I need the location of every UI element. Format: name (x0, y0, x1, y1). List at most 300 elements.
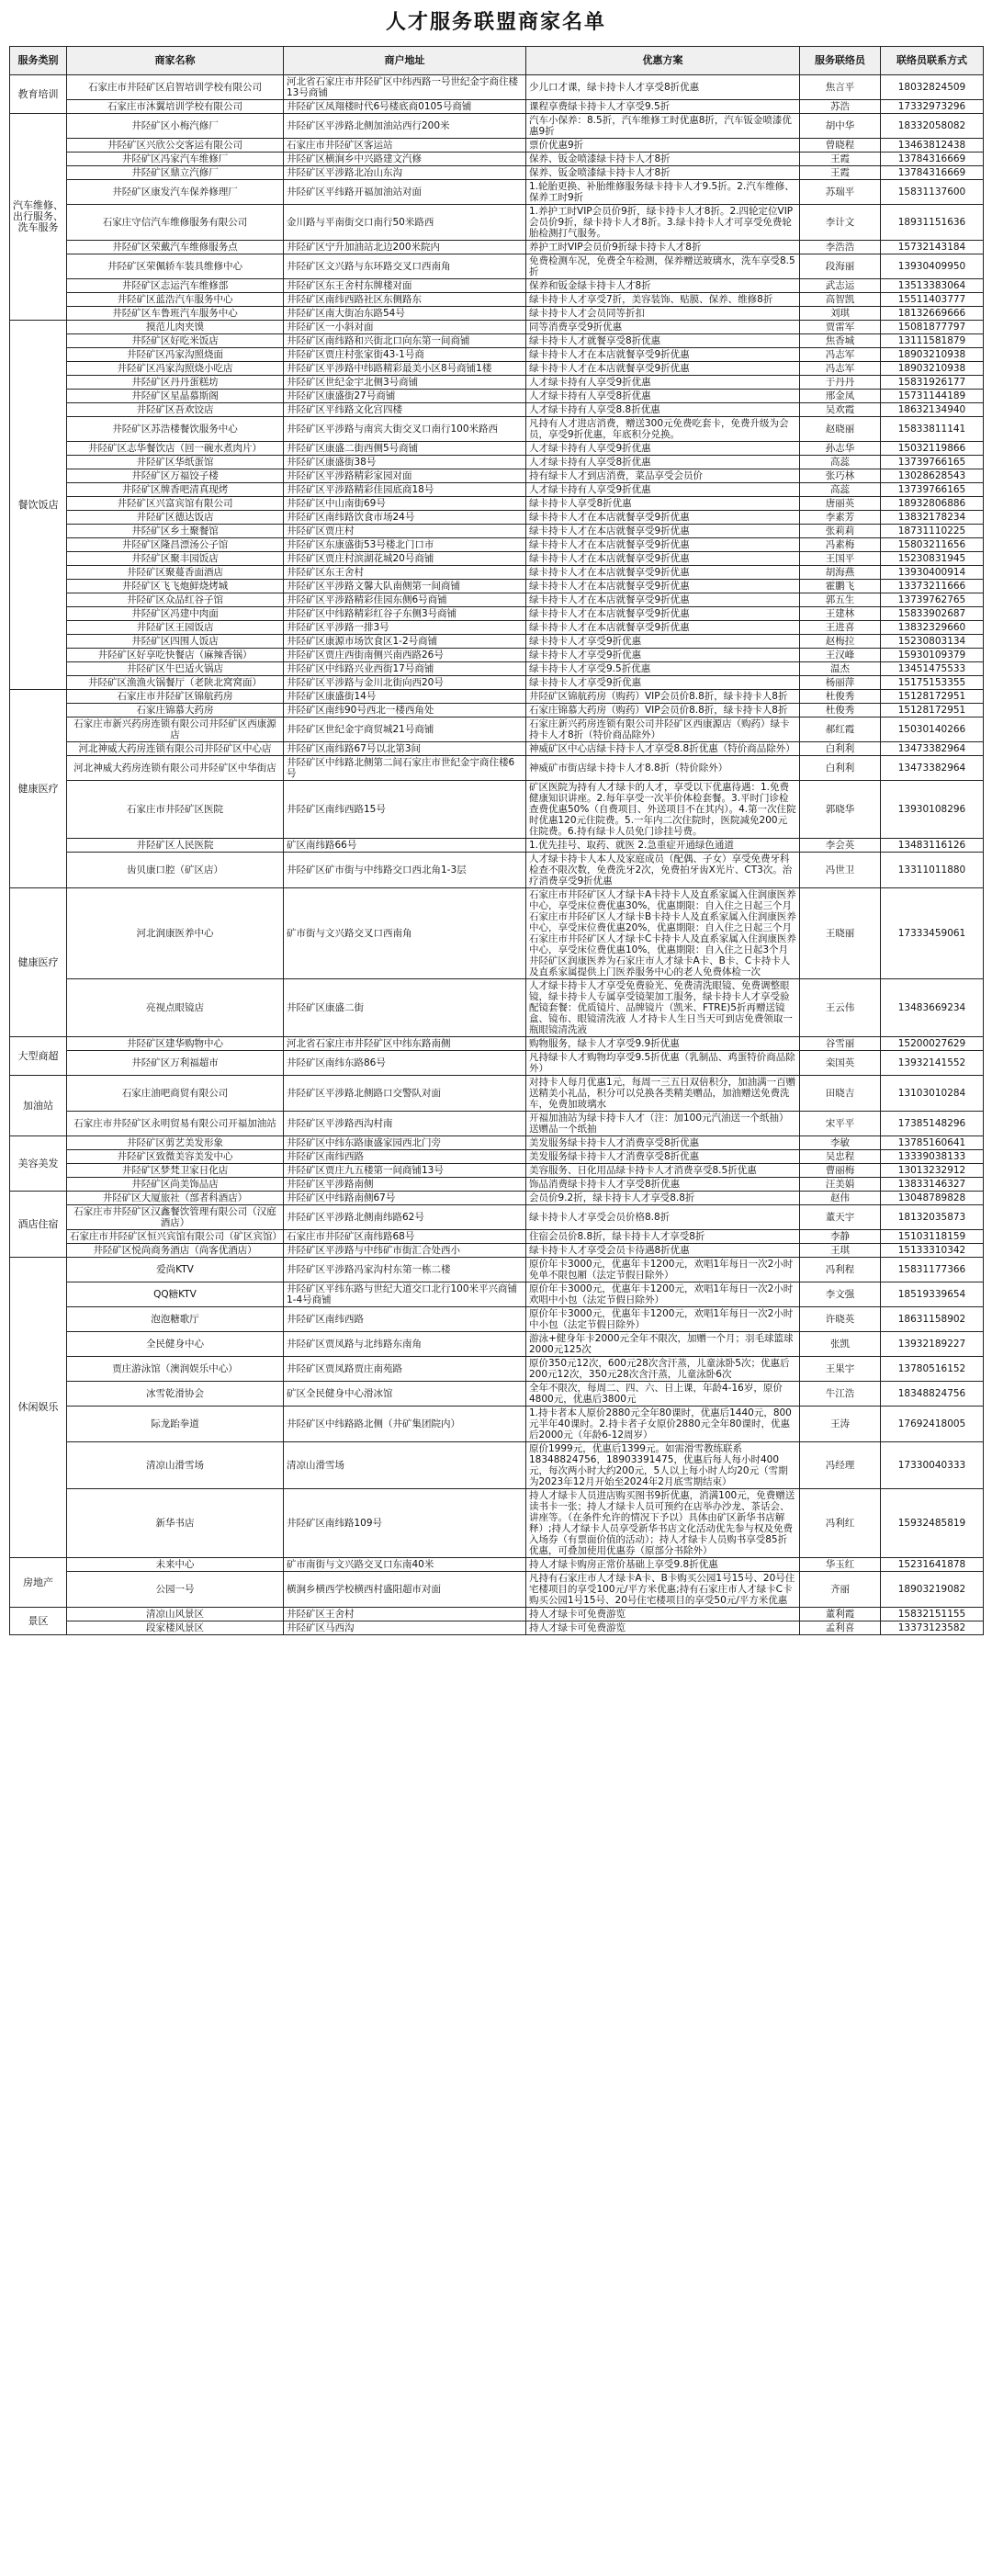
offer-cell: 绿卡持卡人才在本店就餐享受9折优惠 (526, 511, 800, 525)
contact-person-cell: 贾雷军 (800, 321, 881, 334)
offer-cell: 矿区医院为持有人才绿卡的人才，享受以下优惠待遇：1.免费健康知识讲座。2.每年享受一次半价体检套餐。3.平时门诊检查费优惠50%（自费项目、外送项目不在其内）。4.第一次住院时优惠120元住院费。5.一年内二次住院时，医院减免200元住院费。6.持有绿卡人员免门诊挂号费。 (526, 781, 800, 839)
offer-cell: 凡持有石家庄市人才绿卡A卡、B卡购买公园1号15号、20号住宅楼项目的享受100元/平方米优惠;持有石家庄市人才绿卡C卡购买公园1号15号、20号住宅楼项目的享受50元/平方米优惠 (526, 1572, 800, 1608)
address-cell: 井陉矿区文兴路与东环路交叉口西南角 (284, 254, 526, 279)
address-cell: 井陉矿区中纬路精彩红谷子东侧3号商铺 (284, 607, 526, 621)
contact-phone-cell: 13473382964 (881, 756, 984, 781)
table-row (10, 1076, 984, 1112)
offer-cell: 绿卡持卡人才在本店就餐享受9折优惠 (526, 607, 800, 621)
contact-phone-cell: 15175153355 (881, 676, 984, 690)
contact-person-cell: 白利利 (800, 756, 881, 781)
table-row (10, 1357, 984, 1382)
merchant-name-cell: 井陉矿区牛巴适火锅店 (67, 662, 284, 676)
contact-person-cell: 焦言平 (800, 75, 881, 100)
contact-person-cell: 李浩浩 (800, 241, 881, 254)
address-cell: 井陉矿区南大街冶东路54号 (284, 307, 526, 321)
contact-phone-cell: 13932189227 (881, 1332, 984, 1357)
merchant-name-cell: 石家庄市新兴药房连锁有限公司井陉矿区西康源店 (67, 717, 284, 742)
contact-person-cell: 曾晓程 (800, 139, 881, 153)
address-cell: 井陉矿区南纬路饮食市场24号 (284, 511, 526, 525)
table-row (10, 1037, 984, 1051)
contact-person-cell: 焦香城 (800, 334, 881, 348)
address-cell: 井陉矿区南纬路67号以北第3间 (284, 742, 526, 756)
contact-phone-cell: 13373123582 (881, 1621, 984, 1635)
address-cell: 河北省石家庄市井陉矿区中纬西路一号世纪金宇商住楼13号商铺 (284, 75, 526, 100)
table-row (10, 621, 984, 635)
address-cell: 井陉矿区中纬路南侧67号 (284, 1192, 526, 1205)
table-row (10, 1136, 984, 1150)
contact-phone-cell: 18132669666 (881, 307, 984, 321)
merchant-name-cell: 井陉矿区冯家汽车维修厂 (67, 153, 284, 166)
contact-person-cell: 李文强 (800, 1282, 881, 1307)
merchant-name-cell: 泡泡糖歌厅 (67, 1307, 284, 1332)
offer-cell: 绿卡持卡人才在本店就餐享受9折优惠 (526, 552, 800, 566)
merchant-name-cell: 贾庄游泳馆（澳润娱乐中心） (67, 1357, 284, 1382)
offer-cell: 人才绿卡持有人享受8折优惠 (526, 390, 800, 403)
contact-person-cell: 赵梅拉 (800, 635, 881, 649)
contact-phone-cell: 15831177366 (881, 1258, 984, 1282)
table-row (10, 1572, 984, 1608)
merchant-name-cell: 井陉矿区冯建中肉面 (67, 607, 284, 621)
merchant-name-cell: 井陉矿区梦梵卫家日化店 (67, 1164, 284, 1178)
contact-phone-cell: 15831926177 (881, 376, 984, 390)
address-cell: 矿区全民健身中心滑冰馆 (284, 1382, 526, 1407)
table-row (10, 241, 984, 254)
merchant-name-cell: 井陉矿区兴富宾馆有限公司 (67, 497, 284, 511)
contact-phone-cell: 18731110225 (881, 525, 984, 538)
merchant-name-cell: 井陉矿区志华餐饮店（回一碗水煮肉片） (67, 442, 284, 456)
header-merchant-name: 商家名称 (67, 47, 284, 75)
address-cell: 井陉矿区王舍村 (284, 1608, 526, 1621)
address-cell: 井陉矿区平涉路一排3号 (284, 621, 526, 635)
contact-phone-cell: 17333459061 (881, 888, 984, 979)
address-cell: 井陉矿区东康盛街53号楼北门口市 (284, 538, 526, 552)
table-row (10, 139, 984, 153)
contact-phone-cell: 17692418005 (881, 1407, 984, 1442)
offer-cell: 绿卡持卡人才在本店就餐享受9折优惠 (526, 538, 800, 552)
table-row (10, 469, 984, 483)
contact-phone-cell: 15930109379 (881, 649, 984, 662)
category-cell: 汽车维修、出行服务、洗车服务 (10, 114, 67, 321)
merchant-name-cell: 井陉矿区丹丹蛋糕坊 (67, 376, 284, 390)
table-row (10, 180, 984, 205)
contact-phone-cell: 13048789828 (881, 1192, 984, 1205)
contact-person-cell: 王霞 (800, 153, 881, 166)
table-row (10, 376, 984, 390)
address-cell: 井陉矿区南纬路109号 (284, 1489, 526, 1558)
merchant-name-cell: 井陉矿区兴欣公交客运有限公司 (67, 139, 284, 153)
offer-cell: 人才绿卡持有人享受8.8折优惠 (526, 403, 800, 417)
table-row (10, 580, 984, 593)
contact-phone-cell: 15832151155 (881, 1608, 984, 1621)
offer-cell: 绿卡持卡人才享受会员价格8.8折 (526, 1205, 800, 1230)
contact-phone-cell: 13463812438 (881, 139, 984, 153)
merchant-name-cell: 井陉矿区志运汽车维修部 (67, 279, 284, 293)
offer-cell: 绿卡持卡人才享受7折，美容装饰、贴膜、保养、维修8折 (526, 293, 800, 307)
address-cell: 井陉矿区南纬西路15号 (284, 781, 526, 839)
merchant-name-cell: 井陉矿区聚蔓香面酒店 (67, 566, 284, 580)
contact-person-cell: 王国平 (800, 552, 881, 566)
merchant-name-cell: 石家庄市井陉矿区锦航药房 (67, 690, 284, 704)
merchant-name-cell: 井陉矿区四围人饭店 (67, 635, 284, 649)
merchant-name-cell: 井陉矿区建华购物中心 (67, 1037, 284, 1051)
contact-phone-cell: 18348824756 (881, 1382, 984, 1407)
address-cell: 井陉矿区康源市场饮食区1-2号商铺 (284, 635, 526, 649)
address-cell: 井陉矿区贾庄村张家街43-1号商 (284, 348, 526, 362)
contact-phone-cell: 18032824509 (881, 75, 984, 100)
table-row (10, 1608, 984, 1621)
merchant-name-cell: 井陉矿区苏浩楼餐饮服务中心 (67, 417, 284, 442)
contact-person-cell: 张莉莉 (800, 525, 881, 538)
address-cell: 井陉矿区康盛二街西侧5号商铺 (284, 442, 526, 456)
contact-phone-cell: 13785160641 (881, 1136, 984, 1150)
merchant-name-cell: 井陉矿区荣佩轿车装具维修中心 (67, 254, 284, 279)
table-row (10, 853, 984, 888)
table-row (10, 649, 984, 662)
contact-phone-cell: 15230831945 (881, 552, 984, 566)
offer-cell: 对持卡人每月优惠1元，每周一三五日双倍积分，加油满一百赠送精美小礼品，积分可以兑换各类精美赠品，加油赠送免费洗车，免费加玻璃水 (526, 1076, 800, 1112)
contact-person-cell: 孙志华 (800, 442, 881, 456)
merchant-name-cell: 井陉矿区好吃米饭店 (67, 334, 284, 348)
table-row (10, 566, 984, 580)
contact-person-cell: 栾国英 (800, 1051, 881, 1076)
offer-cell: 开福加油站为绿卡持卡人才（注：加100元汽油送一个纸抽）送赠品一个纸抽 (526, 1112, 800, 1136)
offer-cell: 凡持有人才进店消费，赠送300元免费吃套卡，免费升级为会员，享受9折优惠，年底积分兑换。 (526, 417, 800, 442)
merchant-name-cell: 井陉矿区乡土聚餐馆 (67, 525, 284, 538)
contact-person-cell: 王云伟 (800, 979, 881, 1037)
contact-person-cell: 李计文 (800, 205, 881, 241)
contact-person-cell: 李会英 (800, 839, 881, 853)
merchant-name-cell: 河北神威大药房连锁有限公司井陉矿区中华街店 (67, 756, 284, 781)
table-row (10, 1244, 984, 1258)
offer-cell: 持有绿卡人才到店消费，菜品享受会员价 (526, 469, 800, 483)
offer-cell: 绿卡持卡人才在本店就餐享受9折优惠 (526, 621, 800, 635)
table-row (10, 307, 984, 321)
category-cell: 教育培训 (10, 75, 67, 114)
contact-person-cell: 王汉峰 (800, 649, 881, 662)
table-row (10, 334, 984, 348)
address-cell: 井陉矿区平涉路冯家沟村东第一栋二楼 (284, 1258, 526, 1282)
contact-person-cell: 董天宇 (800, 1205, 881, 1230)
address-cell: 井陉矿区平涉路文馨大队南侧第一间商铺 (284, 580, 526, 593)
table-row (10, 1382, 984, 1407)
address-cell: 井陉矿区平涉路与南宾大街交叉口南行100米路西 (284, 417, 526, 442)
page-title: 人才服务联盟商家名单 (385, 11, 606, 34)
contact-person-cell: 苏瑞平 (800, 180, 881, 205)
offer-cell: 饰品消费绿卡持卡人才享受8折优惠 (526, 1178, 800, 1192)
merchant-name-cell: 新华书店 (67, 1489, 284, 1558)
offer-cell: 人才绿卡持卡人才享受免费验光、免费清洗眼镜、免费调整眼镜，绿卡持卡人专属享受镜架加工服务，绿卡持卡人才享受验配镜套餐：优质镜片、品牌镜片（凯米、FTRE)5折再赠送镜盒、镜布、眼镜清洗液 人才持卡人生日当天可到店免费领取一瓶眼镜清洗液 (526, 979, 800, 1037)
category-cell: 餐饮饭店 (10, 321, 67, 690)
contact-phone-cell: 15128172951 (881, 704, 984, 717)
address-cell: 井陉矿区中纬路兴业西街17号商铺 (284, 662, 526, 676)
merchant-name-cell: 井陉矿区好享吃快餐店（麻辣香锅） (67, 649, 284, 662)
merchant-name-cell: 河北神威大药房连锁有限公司井陉矿区中心店 (67, 742, 284, 756)
table-row (10, 254, 984, 279)
table-row (10, 348, 984, 362)
offer-cell: 石家庄市井陉矿区人才绿卡A卡持卡人及直系家属入住润康医养中心，享受床位费优惠30%，优惠期限：自入住之日起三个月 石家庄市井陉矿区人才绿卡B卡持卡人及直系家属入住润康医养中心，享受床位费优惠20%，优惠期限：自入住之日起三个月 石家庄市井陉矿区人才绿卡C卡持卡人及直系家属入住润康医养中心，享受床位费优惠10%，优惠期限：自入住之日起3个月 井陉矿区润康医养为石家庄市人才绿卡A卡、B卡、C卡持卡人及直系家属提供上门医养服务中心的老人免费体检一次 (526, 888, 800, 979)
contact-phone-cell: 15032119866 (881, 442, 984, 456)
table-row (10, 690, 984, 704)
address-cell: 井陉矿区康盛二街 (284, 979, 526, 1037)
merchant-name-cell: 井陉矿区蓝浩汽车服务中心 (67, 293, 284, 307)
address-cell: 井陉矿区平纬路文化宫四楼 (284, 403, 526, 417)
offer-cell: 绿卡持卡人才享受9折优惠 (526, 649, 800, 662)
table-row (10, 1558, 984, 1572)
table-row (10, 511, 984, 525)
category-cell: 房地产 (10, 1558, 67, 1608)
contact-person-cell: 冯志军 (800, 348, 881, 362)
offer-cell: 绿卡持卡人才在本店就餐享受9折优惠 (526, 362, 800, 376)
contact-phone-cell: 18903210938 (881, 348, 984, 362)
merchant-name-cell: 井陉矿区剪艺美发形象 (67, 1136, 284, 1150)
merchant-name-cell: 井陉矿区康发汽车保养修理厂 (67, 180, 284, 205)
offer-cell: 1.持卡者本人原价2880元全年80课时，优惠后1440元，800元半年40课时。2.持卡者子女原价2880元全年80课时，优惠后2000元（年龄6-12周岁） (526, 1407, 800, 1442)
merchant-name-cell: 齿贝康口腔（矿区店） (67, 853, 284, 888)
contact-phone-cell: 13103010284 (881, 1076, 984, 1112)
contact-phone-cell: 15231641878 (881, 1558, 984, 1572)
category-cell: 健康医疗 (10, 888, 67, 1037)
table-row (10, 839, 984, 853)
address-cell: 井陉矿区世纪金宇商贸城21号商铺 (284, 717, 526, 742)
address-cell: 井陉矿区中纬路路北侧（井矿集团院内） (284, 1407, 526, 1442)
merchant-name-cell: 全民健身中心 (67, 1332, 284, 1357)
contact-person-cell: 冯经理 (800, 1442, 881, 1489)
merchant-name-cell: 石家庄市井陉矿区医院 (67, 781, 284, 839)
header-contact-person: 服务联络员 (800, 47, 881, 75)
table-row (10, 1112, 984, 1136)
merchant-name-cell: 石家庄市井陉矿区启智培训学校有限公司 (67, 75, 284, 100)
contact-phone-cell: 13739766165 (881, 456, 984, 469)
contact-phone-cell: 13339038133 (881, 1150, 984, 1164)
contact-person-cell: 段海丽 (800, 254, 881, 279)
category-cell: 大型商超 (10, 1037, 67, 1076)
contact-person-cell: 冯利红 (800, 1489, 881, 1558)
table-row (10, 1442, 984, 1489)
merchant-name-cell: 井陉矿区致微美容美发中心 (67, 1150, 284, 1164)
offer-cell: 绿卡持卡人才会员同等折扣 (526, 307, 800, 321)
offer-cell: 绿卡持卡人才在本店就餐享受9折优惠 (526, 348, 800, 362)
contact-phone-cell: 17332973296 (881, 100, 984, 114)
contact-person-cell: 杜俊秀 (800, 690, 881, 704)
contact-phone-cell: 15128172951 (881, 690, 984, 704)
contact-person-cell: 王建林 (800, 607, 881, 621)
address-cell: 石家庄市井陉矿区南纬路68号 (284, 1230, 526, 1244)
contact-phone-cell: 18519339654 (881, 1282, 984, 1307)
contact-phone-cell: 15833811141 (881, 417, 984, 442)
address-cell: 金川路与平南街交口南行50米路西 (284, 205, 526, 241)
contact-person-cell: 温杰 (800, 662, 881, 676)
offer-cell: 井陉矿区锦航药房（购药）VIP会员价8.8折，绿卡持卡人8折 (526, 690, 800, 704)
table-row (10, 390, 984, 403)
merchant-name-cell: QQ糖KTV (67, 1282, 284, 1307)
address-cell: 井陉矿区东王舍村东牌楼对面 (284, 279, 526, 293)
address-cell: 井陉矿区平涉路北侧南纬路62号 (284, 1205, 526, 1230)
contact-person-cell: 高蕊 (800, 483, 881, 497)
address-cell: 石家庄市井陉矿区客运站 (284, 139, 526, 153)
address-cell: 矿市街与文兴路交叉口西南角 (284, 888, 526, 979)
contact-person-cell: 吴欢霞 (800, 403, 881, 417)
offer-cell: 神威矿区中心店绿卡持卡人才享受8.8折优惠（特价商品除外） (526, 742, 800, 756)
contact-person-cell: 杨丽萍 (800, 676, 881, 690)
contact-phone-cell: 13930409950 (881, 254, 984, 279)
offer-cell: 凡持绿卡人才购物均享受9.5折优惠（乳制品、鸡蛋特价商品除外） (526, 1051, 800, 1076)
table-row (10, 293, 984, 307)
table-row (10, 593, 984, 607)
merchant-name-cell: 井陉矿区隆昌漂汤公子馆 (67, 538, 284, 552)
table-row (10, 1407, 984, 1442)
contact-phone-cell: 15731144189 (881, 390, 984, 403)
offer-cell: 人才绿卡持有人享受8折优惠 (526, 456, 800, 469)
table-header-row (10, 47, 984, 75)
offer-cell: 持人才绿卡人员进店购买图书9折优惠，消满100元，免费赠送读书卡一张；持人才绿卡人员可预约在店举办沙龙、茶话会、讲座等。（在条件允许的情况下予以）具体由矿区新华书店解释）;持人才绿卡人员享受新华书店文化活动优先参与权及免费入场券（有票面价值的活动）；持人才绿卡人员购书享受85折优惠，可叠加使用优惠券（原部分书除外） (526, 1489, 800, 1558)
address-cell: 井陉矿区凤翔楼时代6号楼底商0105号商铺 (284, 100, 526, 114)
contact-phone-cell: 13483116126 (881, 839, 984, 853)
merchant-name-cell: 公园一号 (67, 1572, 284, 1608)
offer-cell: 人才绿卡持卡人本人及家庭成员（配偶、子女）享受免费牙科检查不限次数，免费洗牙2次，免费拍牙齿X光片、CT3次。治疗消费享受9折优惠 (526, 853, 800, 888)
merchant-name-cell: 际龙跆拳道 (67, 1407, 284, 1442)
merchant-name-cell: 摸范儿肉夹馍 (67, 321, 284, 334)
contact-phone-cell: 13832329660 (881, 621, 984, 635)
address-cell: 井陉矿区贾凤路与北纬路东南角 (284, 1332, 526, 1357)
contact-person-cell: 杜俊秀 (800, 704, 881, 717)
merchant-name-cell: 井陉矿区车鲁班汽车服务中心 (67, 307, 284, 321)
address-cell: 井陉矿区平涉路精彩佳园东侧6号商铺 (284, 593, 526, 607)
contact-phone-cell: 15030140266 (881, 717, 984, 742)
table-row (10, 279, 984, 293)
contact-person-cell: 王晓丽 (800, 888, 881, 979)
contact-person-cell: 王涛 (800, 1407, 881, 1442)
offer-cell: 汽车小保养：8.5折，汽车维修工时优惠8折，汽车钣金喷漆优惠9折 (526, 114, 800, 139)
offer-cell: 人才绿卡持有人享受9折优惠 (526, 442, 800, 456)
offer-cell: 绿卡持卡人享受8折优惠 (526, 497, 800, 511)
table-row (10, 525, 984, 538)
contact-person-cell: 王进喜 (800, 621, 881, 635)
contact-person-cell: 宋平平 (800, 1112, 881, 1136)
table-row (10, 607, 984, 621)
address-cell: 井陉矿区南纬西路 (284, 1150, 526, 1164)
offer-cell: 原价1999元，优惠后1399元。如需滑雪教练联系18348824756，18903391475，优惠后每人每小时400元，每次两小时大约200元，5人以上每小时人均20元（雪期为2023年12月开始至2024年2月底雪期结束） (526, 1442, 800, 1489)
contact-phone-cell: 18631158902 (881, 1307, 984, 1332)
contact-person-cell: 刘琪 (800, 307, 881, 321)
table-row (10, 662, 984, 676)
address-cell: 井陉矿区宁升加油站北边200米院内 (284, 241, 526, 254)
table-row (10, 417, 984, 442)
table-row (10, 538, 984, 552)
contact-person-cell: 许晓英 (800, 1307, 881, 1332)
contact-person-cell: 曹丽梅 (800, 1164, 881, 1178)
category-cell: 景区 (10, 1608, 67, 1635)
contact-phone-cell: 13373211666 (881, 580, 984, 593)
address-cell: 矿市南街与文兴路交叉口东南40米 (284, 1558, 526, 1572)
merchant-name-cell: 井陉矿区冯家沟照烧面 (67, 348, 284, 362)
contact-phone-cell: 15200027629 (881, 1037, 984, 1051)
contact-person-cell: 郭晓华 (800, 781, 881, 839)
offer-cell: 绿卡持卡人才在本店就餐享受9折优惠 (526, 580, 800, 593)
table-row (10, 1282, 984, 1307)
contact-person-cell: 冯素梅 (800, 538, 881, 552)
table-row (10, 1258, 984, 1282)
contact-phone-cell: 13451475533 (881, 662, 984, 676)
offer-cell: 原价年卡3000元，优惠年卡1200元，欢唱1年每日一次2小时免单不限包厢（法定节假日除外） (526, 1258, 800, 1282)
offer-cell: 原价年卡3000元，优惠年卡1200元，欢唱1年每日一次2小时欢唱中小包（法定节假日除外） (526, 1282, 800, 1307)
table-row (10, 75, 984, 100)
header-contact-phone: 联络员联系方式 (881, 47, 984, 75)
table-row (10, 635, 984, 649)
contact-phone-cell: 13784316669 (881, 166, 984, 180)
offer-cell: 1.轮胎更换、补胎维修服务绿卡持卡人才9.5折。2.汽车维修、保养工时9折 (526, 180, 800, 205)
table-row (10, 1178, 984, 1192)
table-row (10, 756, 984, 781)
offer-cell: 人才绿卡持有人享受9折优惠 (526, 483, 800, 497)
contact-phone-cell: 13513383064 (881, 279, 984, 293)
address-cell: 井陉矿区南纬西路 (284, 1307, 526, 1332)
contact-person-cell: 齐丽 (800, 1572, 881, 1608)
offer-cell: 绿卡持卡人才在本店就餐享受9折优惠 (526, 593, 800, 607)
header-category: 服务类别 (10, 47, 67, 75)
contact-phone-cell: 13473382964 (881, 742, 984, 756)
offer-cell: 住宿会员价8.8折，绿卡持卡人才享受8折 (526, 1230, 800, 1244)
merchant-name-cell: 石家庄油吧商贸有限公司 (67, 1076, 284, 1112)
address-cell: 井陉矿区贾凤路贾庄南苑路 (284, 1357, 526, 1382)
contact-phone-cell: 13028628543 (881, 469, 984, 483)
contact-person-cell: 高智凯 (800, 293, 881, 307)
contact-phone-cell: 13739766165 (881, 483, 984, 497)
contact-phone-cell: 13311011880 (881, 853, 984, 888)
offer-cell: 绿卡持卡人才就餐享受8折优惠 (526, 334, 800, 348)
contact-person-cell: 汪美娟 (800, 1178, 881, 1192)
table-row (10, 1150, 984, 1164)
merchant-name-cell: 井陉矿区万福饺子楼 (67, 469, 284, 483)
table-row (10, 1307, 984, 1332)
address-cell: 井陉矿区平涉路北侧加油站西行200米 (284, 114, 526, 139)
merchant-name-cell: 冰雪乾滑协会 (67, 1382, 284, 1407)
offer-cell: 保养和钣金绿卡持卡人才8折 (526, 279, 800, 293)
contact-phone-cell: 15103118159 (881, 1230, 984, 1244)
merchant-name-cell: 石家庄守信汽车维修服务有限公司 (67, 205, 284, 241)
merchant-name-cell: 亮视点眼镜店 (67, 979, 284, 1037)
table-row (10, 1489, 984, 1558)
offer-cell: 绿卡持卡人才在本店就餐享受9折优惠 (526, 566, 800, 580)
contact-phone-cell: 18903219082 (881, 1572, 984, 1608)
merchant-name-cell: 井陉矿区小梅汽修厂 (67, 114, 284, 139)
table-body (10, 75, 984, 1635)
contact-person-cell: 郭五生 (800, 593, 881, 607)
offer-cell: 票价优惠9折 (526, 139, 800, 153)
header-offer: 优惠方案 (526, 47, 800, 75)
table-row (10, 979, 984, 1037)
contact-person-cell: 吴忠程 (800, 1150, 881, 1164)
contact-person-cell: 邢金凤 (800, 390, 881, 403)
address-cell: 井陉矿区平涉路中纬路精彩最美小区8号商铺1楼 (284, 362, 526, 376)
table-row (10, 1205, 984, 1230)
table-row (10, 1621, 984, 1635)
merchant-name-cell: 井陉矿区冯家沟照烧小吃店 (67, 362, 284, 376)
address-cell: 井陉矿区平涉路北冶山东沟 (284, 166, 526, 180)
header-address: 商户地址 (284, 47, 526, 75)
merchant-name-cell: 石家庄市沐翼培训学校有限公司 (67, 100, 284, 114)
merchant-name-cell: 井陉矿区荣戴汽车维修服务点 (67, 241, 284, 254)
merchant-name-cell: 井陉矿区牌香吧清真现烤 (67, 483, 284, 497)
table-row (10, 403, 984, 417)
table-row (10, 205, 984, 241)
merchant-name-cell: 石家庄锦慕大药房 (67, 704, 284, 717)
contact-phone-cell: 17330040333 (881, 1442, 984, 1489)
merchant-name-cell: 清凉山滑雪场 (67, 1442, 284, 1489)
offer-cell: 美发服务绿卡持卡人才消费享受8折优惠 (526, 1136, 800, 1150)
address-cell: 井陉矿区康盛街38号 (284, 456, 526, 469)
table-row (10, 483, 984, 497)
offer-cell: 1.优先挂号、取药、就医 2.急重症开通绿色通道 (526, 839, 800, 853)
